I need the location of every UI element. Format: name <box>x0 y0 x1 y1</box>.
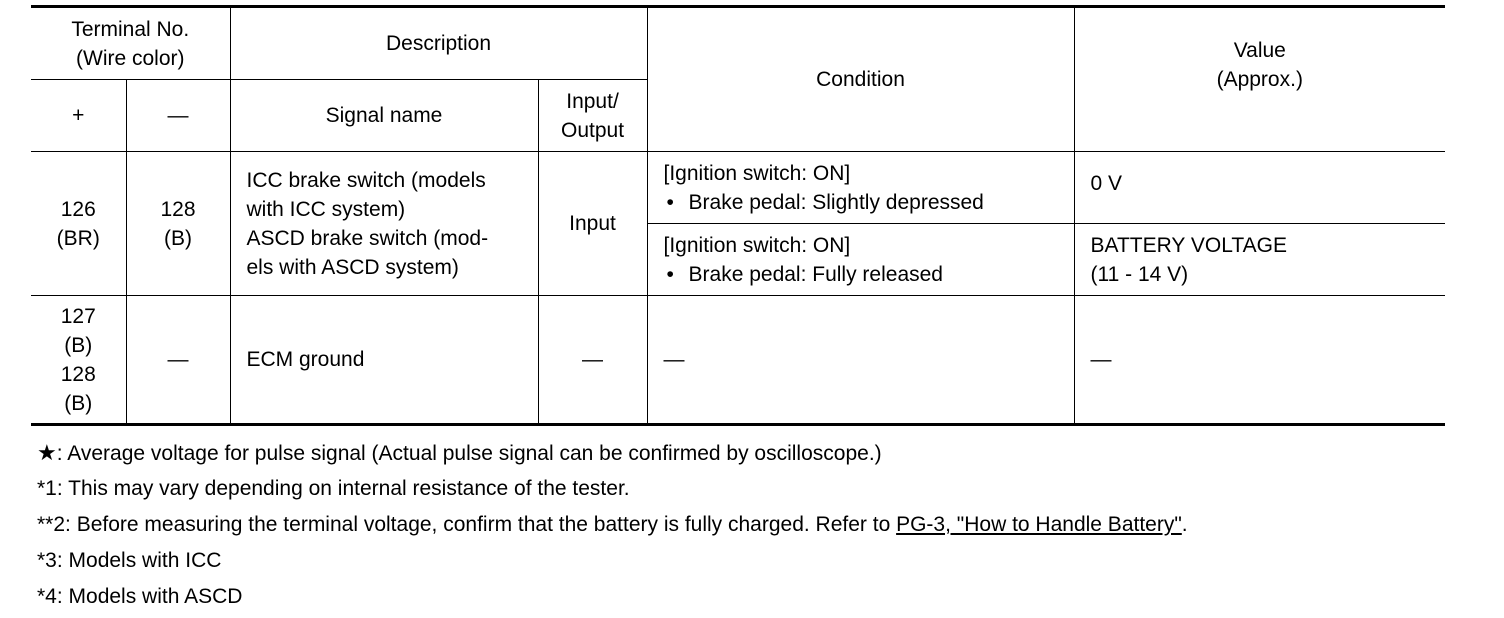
value-cell: BATTERY VOLTAGE (11 - 14 V) <box>1074 224 1445 296</box>
star-icon: ★ <box>37 440 57 465</box>
pg3-battery-link[interactable]: PG-3, "How to Handle Battery" <box>896 513 1182 536</box>
footnote-4: *4: Models with ASCD <box>37 585 243 608</box>
footnote-1: *1: This may vary depending on internal resistance of the tester. <box>37 477 630 500</box>
header-description: Description <box>230 7 647 80</box>
terminal-plus: 126 (BR) <box>31 152 126 296</box>
table-row <box>31 152 1445 224</box>
value-cell: — <box>1074 296 1445 425</box>
terminal-spec-table <box>31 5 1445 426</box>
condition-cell: — <box>647 296 1074 425</box>
condition-cell: [Ignition switch: ON] • Brake pedal: Slightly depressed <box>647 152 1074 224</box>
signal-name: ECM ground <box>230 296 538 425</box>
terminal-plus: 127 (B) 128 (B) <box>31 296 126 425</box>
signal-name: ICC brake switch (models with ICC system) ASCD brake switch (mod- els with ASCD system) <box>230 152 538 296</box>
header-value: Value (Approx.) <box>1074 7 1445 152</box>
header-plus: + <box>31 80 126 152</box>
header-terminal: Terminal No. (Wire color) <box>31 7 230 80</box>
footnote-star: ★: Average voltage for pulse signal (Actual pulse signal can be confirmed by oscilloscope.) <box>37 440 882 465</box>
value-cell: 0 V <box>1074 152 1445 224</box>
input-output: — <box>538 296 647 425</box>
terminal-minus: 128 (B) <box>126 152 230 296</box>
bullet-icon: • <box>666 262 674 286</box>
input-output: Input <box>538 152 647 296</box>
footnote-2: **2: Before measuring the terminal voltage, confirm that the battery is fully charged. Refer to PG-3, "How to Handle Battery". <box>37 513 1188 536</box>
header-minus: — <box>126 80 230 152</box>
header-signal-name: Signal name <box>230 80 538 152</box>
header-condition: Condition <box>647 7 1074 152</box>
table-row <box>31 296 1445 425</box>
header-input-output: Input/ Output <box>538 80 647 152</box>
footnote-3: *3: Models with ICC <box>37 549 222 572</box>
footnotes <box>37 438 1188 618</box>
bullet-icon: • <box>666 190 674 214</box>
condition-cell: [Ignition switch: ON] • Brake pedal: Fully released <box>647 224 1074 296</box>
terminal-minus: — <box>126 296 230 425</box>
